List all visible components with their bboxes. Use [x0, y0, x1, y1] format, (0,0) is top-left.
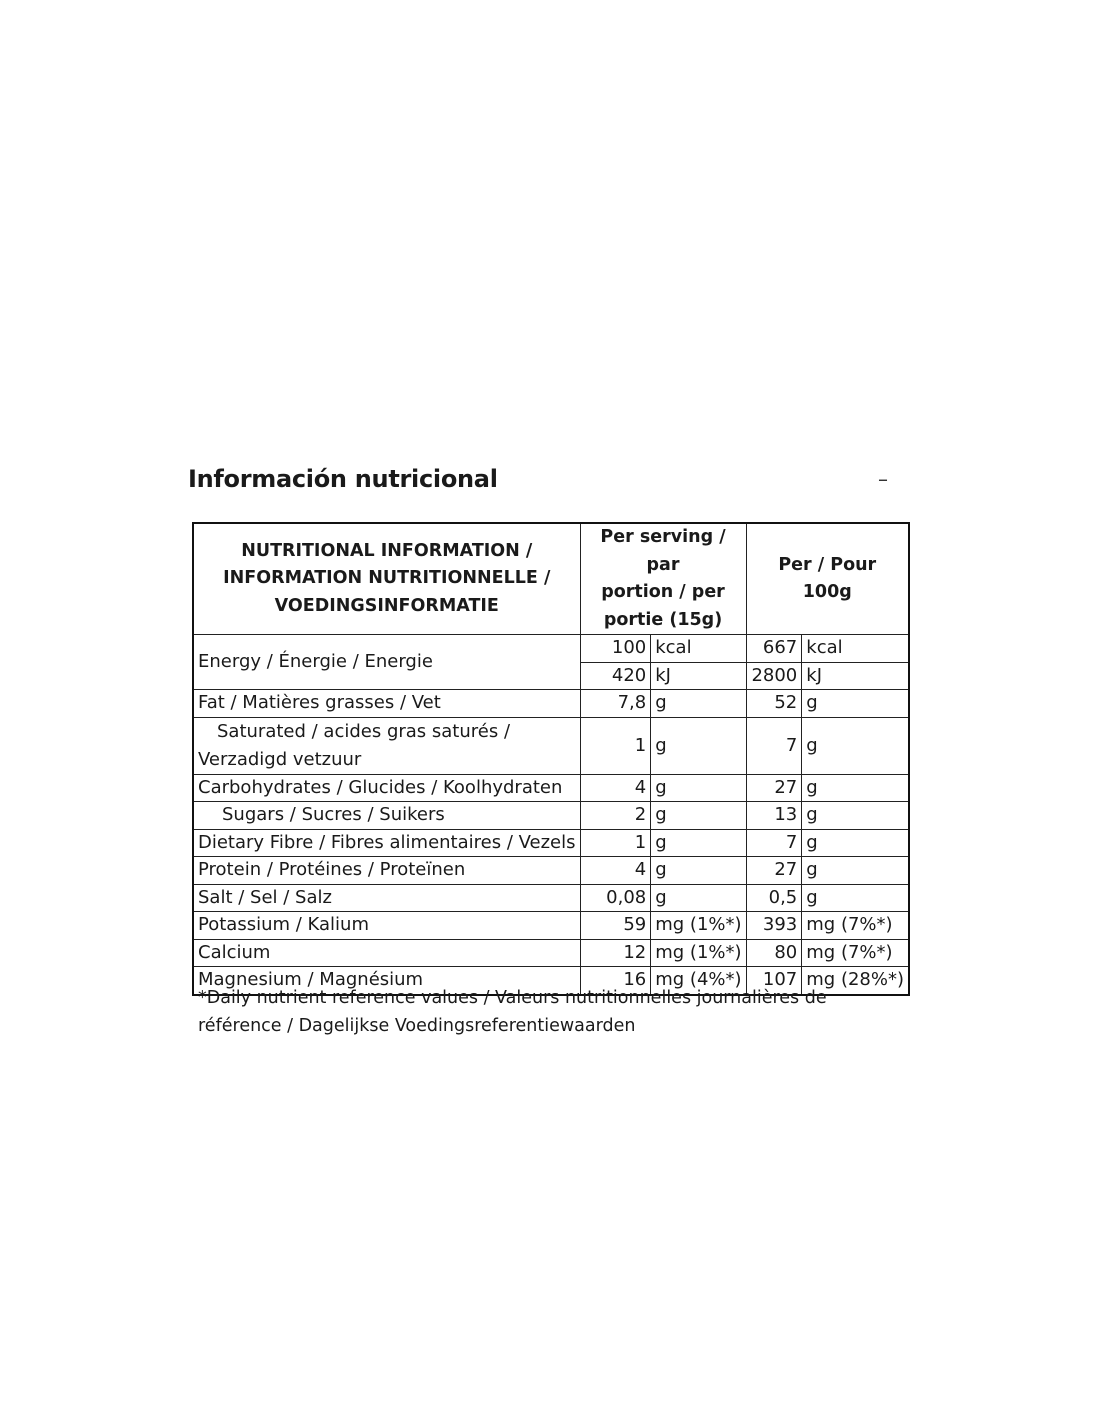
- row-unit-100g: g: [802, 857, 909, 885]
- header-nutrient-line3: VOEDINGSINFORMATIE: [274, 595, 499, 616]
- row-serving: 2: [580, 802, 651, 830]
- row-label: Dietary Fibre / Fibres alimentaires / Vezels: [193, 829, 580, 857]
- table-row-fibre: [193, 829, 909, 857]
- row-unit-100g: g: [802, 829, 909, 857]
- row-per100: 393: [746, 912, 802, 940]
- table-row-potassium: [193, 912, 909, 940]
- row-label: Sugars / Sucres / Suikers: [193, 802, 580, 830]
- row-serving: 0,08: [580, 884, 651, 912]
- row-per100: 7: [746, 717, 802, 774]
- row-label: [193, 717, 580, 774]
- row-label: Carbohydrates / Glucides / Koolhydraten: [193, 774, 580, 802]
- row-serving: 12: [580, 939, 651, 967]
- header-serving-line3: portie (15g): [603, 609, 723, 630]
- nutrition-table: [192, 522, 910, 996]
- table-header-row: [193, 523, 909, 635]
- table-row-sugars: [193, 802, 909, 830]
- header-100g-line1: Per / Pour: [778, 554, 877, 575]
- footnote-line2: référence / Dagelijkse Voedingsreferentiewaarden: [198, 1016, 636, 1036]
- header-serving-line2: portion / per: [601, 582, 725, 602]
- row-serving: 4: [580, 774, 651, 802]
- row-unit-serving: mg (1%*): [651, 912, 746, 940]
- row-per100: 13: [746, 802, 802, 830]
- footnote: [198, 984, 898, 1040]
- table-row-protein: [193, 857, 909, 885]
- collapse-toggle-icon[interactable]: –: [878, 467, 888, 491]
- table-row-saturated: [193, 717, 909, 774]
- row-unit-serving: g: [651, 802, 746, 830]
- row-label: Protein / Protéines / Proteïnen: [193, 857, 580, 885]
- row-label: Calcium: [193, 939, 580, 967]
- row-unit-serving: mg (4%*): [651, 967, 746, 995]
- row-unit-100g: g: [802, 690, 909, 718]
- table-row-salt: [193, 884, 909, 912]
- row-per100: 0,5: [746, 884, 802, 912]
- row-unit-serving: g: [651, 857, 746, 885]
- header-nutrient-line1: NUTRITIONAL INFORMATION /: [241, 540, 533, 561]
- row-unit-100g: mg (28%*): [802, 967, 909, 995]
- row-label: Magnesium / Magnésium: [193, 967, 580, 995]
- energy-kj-unit: kJ: [651, 662, 746, 690]
- row-unit-serving: g: [651, 774, 746, 802]
- row-unit-100g: g: [802, 717, 909, 774]
- header-100g-line2: 100g: [802, 582, 852, 602]
- row-unit-serving: g: [651, 829, 746, 857]
- header-nutrient: [193, 523, 580, 635]
- row-label: Potassium / Kalium: [193, 912, 580, 940]
- row-unit-100g: g: [802, 774, 909, 802]
- row-serving: 4: [580, 857, 651, 885]
- row-per100: 27: [746, 857, 802, 885]
- row-serving: 7,8: [580, 690, 651, 718]
- row-unit-100g: mg (7%*): [802, 912, 909, 940]
- row-label: Fat / Matières grasses / Vet: [193, 690, 580, 718]
- row-label-line1: Saturated / acides gras saturés /: [217, 720, 511, 742]
- header-nutrient-line2: INFORMATION NUTRITIONNELLE /: [223, 568, 551, 589]
- energy-kcal-unit: kcal: [651, 635, 746, 663]
- row-unit-serving: g: [651, 884, 746, 912]
- header-per-100g: [746, 523, 909, 635]
- energy-label: Energy / Énergie / Energie: [193, 635, 580, 690]
- row-serving: 59: [580, 912, 651, 940]
- section-title: Información nutricional: [188, 465, 498, 493]
- row-per100: 80: [746, 939, 802, 967]
- row-unit-100g: g: [802, 802, 909, 830]
- row-per100: 7: [746, 829, 802, 857]
- energy-kcal-serving: 100: [580, 635, 651, 663]
- header-serving-line1: Per serving / par: [600, 527, 726, 575]
- row-serving: 16: [580, 967, 651, 995]
- row-per100: 107: [746, 967, 802, 995]
- header-per-serving: [580, 523, 746, 635]
- table-row-carbohydrates: [193, 774, 909, 802]
- row-unit-serving: g: [651, 690, 746, 718]
- energy-kj-unit-100g: kJ: [802, 662, 909, 690]
- energy-kcal-100g: 667: [746, 635, 802, 663]
- footnote-line1: *Daily nutrient reference values / Valeurs nutritionnelles journalières de: [198, 988, 827, 1008]
- table-row-calcium: [193, 939, 909, 967]
- table-row-energy-kcal: [193, 635, 909, 663]
- row-label-line2: Verzadigd vetzuur: [198, 748, 362, 770]
- row-per100: 52: [746, 690, 802, 718]
- section-header[interactable]: [188, 462, 900, 498]
- row-serving: 1: [580, 717, 651, 774]
- row-unit-100g: g: [802, 884, 909, 912]
- row-unit-serving: mg (1%*): [651, 939, 746, 967]
- row-unit-100g: mg (7%*): [802, 939, 909, 967]
- energy-kcal-unit-100g: kcal: [802, 635, 909, 663]
- row-label: Salt / Sel / Salz: [193, 884, 580, 912]
- energy-kj-100g: 2800: [746, 662, 802, 690]
- table-row-fat: [193, 690, 909, 718]
- energy-kj-serving: 420: [580, 662, 651, 690]
- row-per100: 27: [746, 774, 802, 802]
- row-unit-serving: g: [651, 717, 746, 774]
- row-serving: 1: [580, 829, 651, 857]
